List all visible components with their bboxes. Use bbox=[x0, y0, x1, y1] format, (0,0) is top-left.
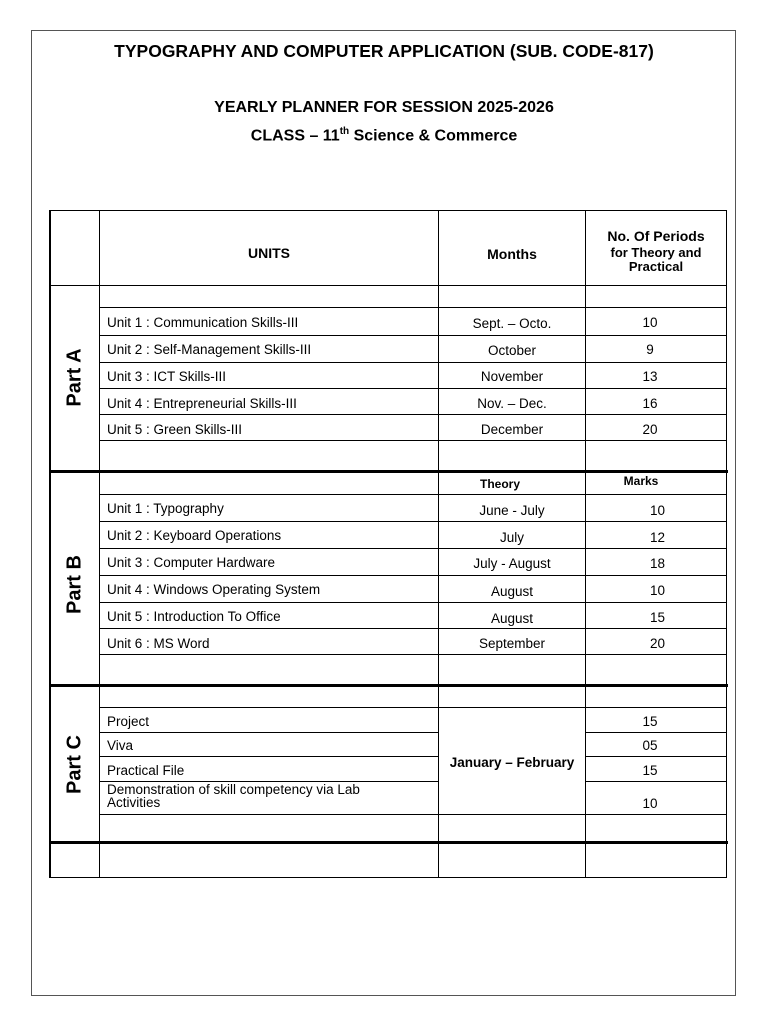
row-line bbox=[585, 732, 726, 733]
table-bottom-border bbox=[50, 877, 727, 878]
part-b-periods-2: 12 bbox=[649, 530, 666, 545]
part-b-periods-3: 18 bbox=[649, 556, 666, 571]
row-line bbox=[99, 756, 438, 757]
part-c-periods-1: 15 bbox=[642, 714, 658, 729]
row-line bbox=[99, 732, 438, 733]
part-a-month-3: November bbox=[480, 369, 544, 384]
part-b-periods-6: 20 bbox=[649, 636, 666, 651]
part-b-label: Part B bbox=[63, 555, 86, 614]
header-bottom-border bbox=[50, 285, 727, 286]
row-line bbox=[99, 362, 726, 363]
part-a-month-1: Sept. – Octo. bbox=[472, 316, 552, 331]
part-b-unit-6: Unit 6 : MS Word bbox=[107, 636, 210, 651]
part-a-periods-5: 20 bbox=[642, 422, 658, 437]
part-a-unit-4: Unit 4 : Entrepreneurial Skills-III bbox=[107, 396, 297, 411]
row-line bbox=[99, 814, 726, 815]
part-b-bottom-border bbox=[50, 684, 728, 687]
part-a-unit-1: Unit 1 : Communication Skills-III bbox=[107, 315, 299, 330]
row-line bbox=[585, 781, 726, 782]
part-b-unit-3: Unit 3 : Computer Hardware bbox=[107, 555, 276, 570]
part-a-unit-5: Unit 5 : Green Skills-III bbox=[107, 422, 243, 437]
class-prefix: CLASS – 11 bbox=[250, 127, 340, 145]
part-b-month-3: July - August bbox=[473, 556, 551, 571]
part-a-bottom-border bbox=[50, 470, 728, 473]
header-months: Months bbox=[487, 246, 537, 262]
row-line bbox=[99, 575, 726, 576]
row-line bbox=[99, 440, 726, 441]
row-line bbox=[99, 307, 726, 308]
part-c-month: January – February bbox=[449, 755, 575, 770]
part-c-unit-1: Project bbox=[107, 714, 150, 729]
row-line bbox=[99, 602, 726, 603]
row-line bbox=[99, 494, 726, 495]
part-b-sub-month: Theory bbox=[479, 477, 520, 491]
part-a-periods-3: 13 bbox=[642, 369, 658, 384]
class-sup: th bbox=[339, 126, 350, 137]
row-line bbox=[99, 654, 726, 655]
part-c-bottom-border bbox=[50, 841, 728, 844]
part-c-unit-3: Practical File bbox=[107, 763, 185, 778]
part-b-sub-periods: Marks bbox=[623, 474, 659, 488]
class-suffix: Science & Commerce bbox=[349, 127, 518, 145]
part-b-month-2: July bbox=[499, 530, 524, 545]
part-b-unit-1: Unit 1 : Typography bbox=[107, 501, 224, 516]
part-column-divider bbox=[99, 210, 100, 878]
part-b-month-1: June - July bbox=[479, 503, 545, 518]
class-heading bbox=[0, 126, 768, 145]
row-line bbox=[99, 388, 726, 389]
part-c-unit-4-line2: Activities bbox=[107, 795, 161, 810]
row-line bbox=[99, 628, 726, 629]
part-a-month-2: October bbox=[487, 343, 537, 358]
header-periods-line2: for Theory and bbox=[610, 245, 702, 260]
part-a-periods-2: 9 bbox=[646, 342, 654, 357]
part-b-month-6: September bbox=[478, 636, 546, 651]
part-b-periods-5: 15 bbox=[649, 610, 666, 625]
header-periods-line3: Practical bbox=[628, 259, 684, 274]
part-a-label: Part A bbox=[63, 348, 86, 407]
header-units: UNITS bbox=[248, 245, 290, 261]
part-b-unit-5: Unit 5 : Introduction To Office bbox=[107, 609, 281, 624]
part-b-unit-2: Unit 2 : Keyboard Operations bbox=[107, 528, 282, 543]
part-a-unit-2: Unit 2 : Self-Management Skills-III bbox=[107, 342, 312, 357]
part-c-periods-3: 15 bbox=[642, 763, 658, 778]
part-c-unit-4-line1: Demonstration of skill competency via Lab bbox=[107, 782, 360, 797]
part-a-month-5: December bbox=[480, 422, 544, 437]
part-c-periods-2: 05 bbox=[642, 738, 658, 753]
part-b-unit-4: Unit 4 : Windows Operating System bbox=[107, 582, 321, 597]
part-c-periods-4: 10 bbox=[642, 796, 658, 811]
part-b-periods-1: 10 bbox=[649, 503, 666, 518]
part-b-periods-4: 10 bbox=[649, 583, 666, 598]
row-line bbox=[99, 548, 726, 549]
part-b-month-4: August bbox=[490, 584, 534, 599]
row-line bbox=[585, 756, 726, 757]
part-b-month-5: August bbox=[490, 611, 534, 626]
part-c-label: Part C bbox=[63, 735, 86, 794]
part-c-unit-4 bbox=[107, 783, 360, 809]
part-a-periods-1: 10 bbox=[642, 315, 658, 330]
part-a-month-4: Nov. – Dec. bbox=[477, 396, 547, 411]
document-subtitle: YEARLY PLANNER FOR SESSION 2025-2026 bbox=[214, 99, 554, 116]
table-top-border bbox=[50, 210, 727, 211]
row-line bbox=[99, 335, 726, 336]
part-a-unit-3: Unit 3 : ICT Skills-III bbox=[107, 369, 227, 384]
row-line bbox=[99, 707, 726, 708]
table-left-border bbox=[49, 210, 51, 878]
part-c-unit-2: Viva bbox=[107, 738, 134, 753]
row-line bbox=[99, 521, 726, 522]
part-a-periods-4: 16 bbox=[642, 396, 658, 411]
document-title: TYPOGRAPHY AND COMPUTER APPLICATION (SUB. CODE-817) bbox=[114, 41, 654, 61]
header-periods-line1: No. Of Periods bbox=[607, 228, 705, 244]
row-line bbox=[99, 414, 726, 415]
